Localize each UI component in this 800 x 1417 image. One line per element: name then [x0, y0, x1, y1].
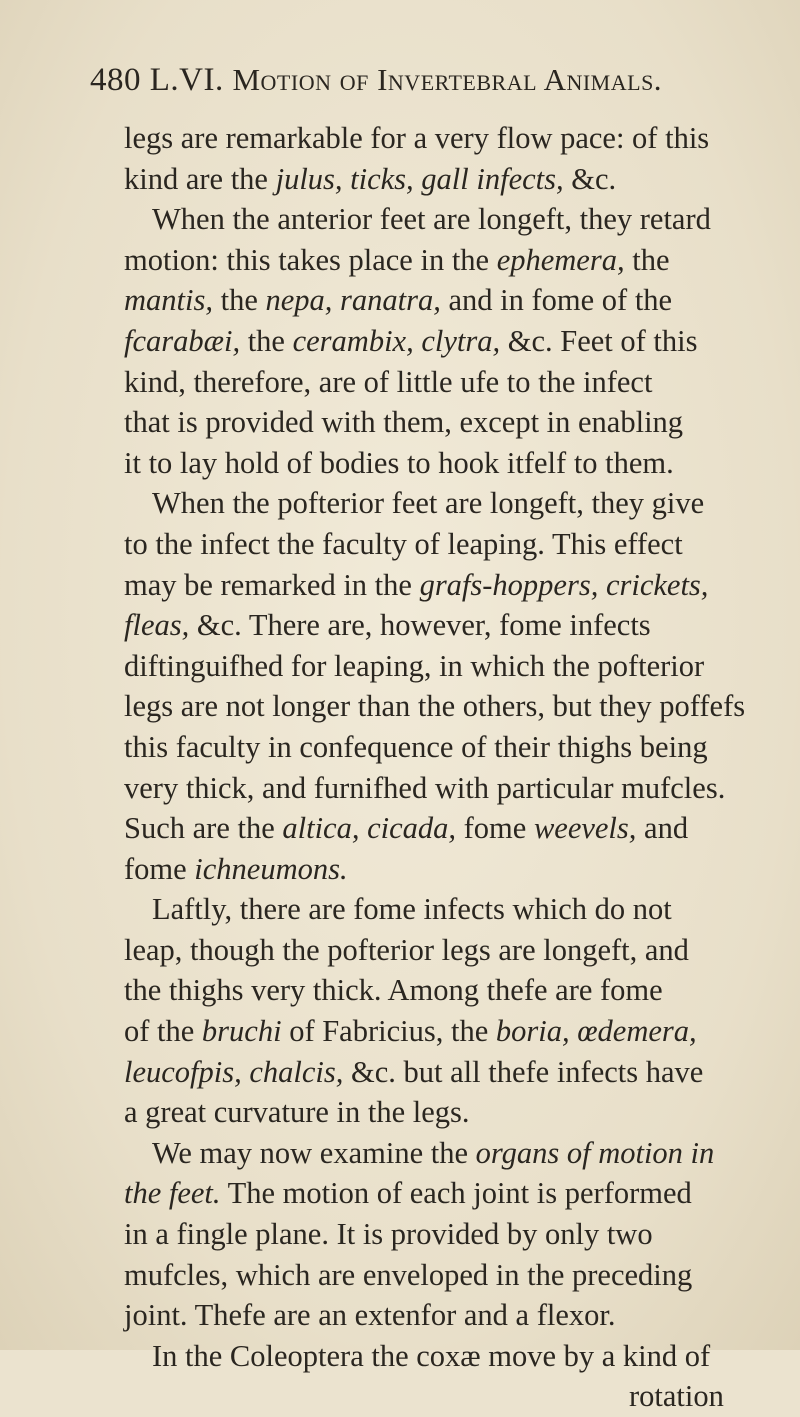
text-line: of the bruchi of Fabricius, the boria, œdemera, [124, 1014, 697, 1049]
text-line: In the Coleoptera the coxæ move by a kind of [152, 1338, 711, 1373]
italic-term: ephemera, [496, 242, 625, 277]
body-text [124, 118, 754, 1417]
italic-term: grafs-hoppers, crickets, [419, 567, 709, 602]
text-line: diftinguifhed for leaping, in which the pofterior [124, 648, 705, 683]
italic-term: fleas, [124, 608, 190, 643]
text-line: When the anterior feet are longeft, they retard [152, 202, 711, 237]
text-line: Such are the altica, cicada, fome weevels, and [124, 811, 689, 846]
italic-term: altica, cicada, [282, 811, 457, 846]
italic-term: mantis, [124, 283, 213, 318]
running-title: Motion of Invertebral Animals. [232, 62, 663, 97]
text-line: legs are not longer than the others, but they poffefs [124, 689, 746, 724]
italic-term: nepa, ranatra, [265, 283, 441, 318]
text-line: kind, therefore, are of little ufe to the infect [124, 364, 653, 399]
italic-term: ichneumons. [194, 851, 348, 886]
italic-term: weevels, [533, 811, 637, 846]
text-line: in a fingle plane. It is provided by only two [124, 1217, 653, 1252]
page-number: 480 [90, 62, 141, 98]
text-line: fcarabæi, the cerambix, clytra, &c. Feet of this [124, 323, 698, 358]
text-line: very thick, and furnifhed with particular mufcles. [124, 770, 726, 805]
text-line: fleas, &c. There are, however, fome infects [124, 608, 651, 643]
text-line: to the infect the faculty of leaping. This effect [124, 526, 683, 561]
text-line: fome ichneumons. [124, 851, 348, 886]
text-line: that is provided with them, except in enabling [124, 405, 684, 440]
text-line: leucofpis, chalcis, &c. but all thefe infects have [124, 1054, 704, 1089]
italic-term: leucofpis, chalcis, [124, 1054, 344, 1089]
text-line: kind are the julus, ticks, gall infects, &c. [124, 161, 617, 196]
italic-term: organs of motion in [475, 1135, 715, 1170]
text-line: We may now examine the organs of motion in [152, 1135, 715, 1170]
text-line: motion: this takes place in the ephemera, the [124, 242, 670, 277]
italic-term: the feet. [124, 1176, 221, 1211]
italic-term: cerambix, clytra, [292, 323, 501, 358]
text-line: a great curvature in the legs. [124, 1095, 470, 1130]
text-line: leap, though the pofterior legs are longeft, and [124, 932, 689, 967]
text-line: mantis, the nepa, ranatra, and in fome of the [124, 283, 673, 318]
text-line: may be remarked in the grafs-hoppers, crickets, [124, 567, 709, 602]
text-line: When the pofterior feet are longeft, they give [152, 486, 705, 521]
chapter-number: L.VI. [149, 62, 224, 98]
italic-term: fcarabæi, [124, 323, 241, 358]
italic-term: bruchi [201, 1014, 282, 1049]
text-line: this faculty in confequence of their thighs being [124, 729, 708, 764]
text-line: the thighs very thick. Among thefe are fome [124, 973, 663, 1008]
catchword: rotation [629, 1379, 724, 1414]
text-line: mufcles, which are enveloped in the preceding [124, 1257, 693, 1292]
text-line: it to lay hold of bodies to hook itfelf to them. [124, 445, 674, 480]
text-line: legs are remarkable for a very flow pace: of this [124, 121, 710, 155]
text-line: the feet. The motion of each joint is performed [124, 1176, 692, 1211]
text-line: joint. Thefe are an extenfor and a flexor. [124, 1298, 616, 1333]
italic-term: julus, ticks, gall infects, [275, 161, 564, 196]
running-header [90, 62, 730, 99]
italic-term: boria, œdemera, [495, 1014, 697, 1049]
text-line: Laftly, there are fome infects which do not [152, 892, 672, 927]
